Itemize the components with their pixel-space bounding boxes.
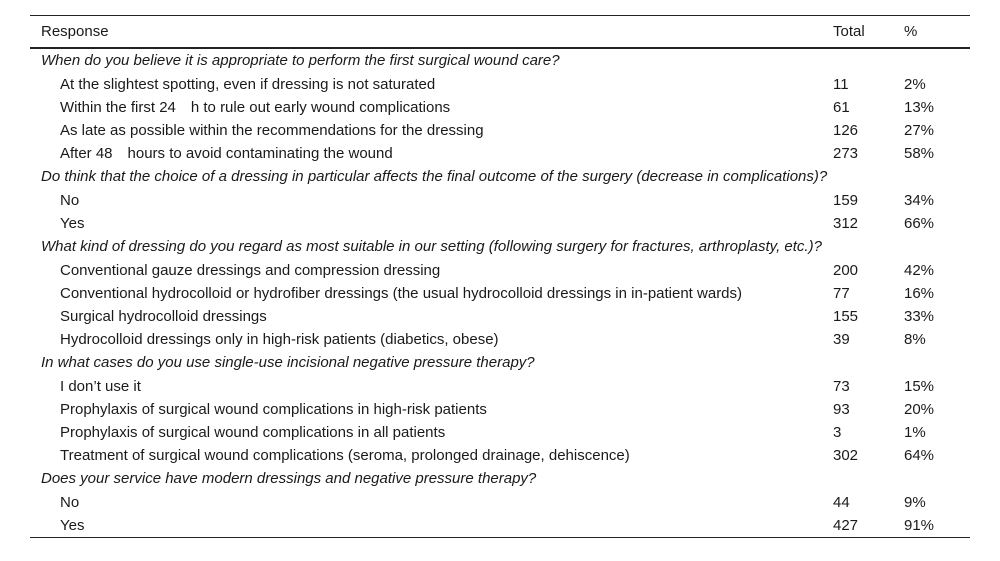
table-row [30,328,970,351]
answer-label: As late as possible within the recommendations for the dressing [60,122,484,139]
answer-total: 159 [833,192,859,209]
answer-total: 312 [833,215,859,232]
header-total: Total [833,23,865,40]
answer-label: Conventional hydrocolloid or hydrofiber dressings (the usual hydrocolloid dressings in in-patient wards) [60,285,743,302]
question-row [30,49,970,73]
answer-percent: 42% [904,262,935,279]
table-bottom-rule [30,537,970,538]
answer-percent: 8% [904,331,926,348]
table-row [30,142,970,165]
answer-label: Yes [60,517,85,534]
header-response: Response [41,23,109,40]
header-percent: % [904,23,918,40]
answer-total: 273 [833,145,859,162]
answer-total: 3 [833,424,842,441]
table-row [30,96,970,119]
answer-label: Conventional gauze dressings and compression dressing [60,262,441,279]
table-row [30,421,970,444]
answer-percent: 20% [904,401,935,418]
answer-label: I don’t use it [60,378,141,395]
answer-percent: 58% [904,145,935,162]
table-row [30,375,970,398]
question-text: When do you believe it is appropriate to perform the first surgical wound care? [41,52,560,69]
question-text: What kind of dressing do you regard as most suitable in our setting (following surgery for fractures, arthroplasty, etc.)? [41,238,822,255]
answer-total: 302 [833,447,859,464]
question-row [30,235,970,259]
table-row [30,73,970,96]
table-body [30,49,970,537]
answer-label: After 48 hours to avoid contaminating the wound [60,145,393,162]
answer-label: Treatment of surgical wound complications (seroma, prolonged drainage, dehiscence) [60,447,630,464]
answer-percent: 34% [904,192,935,209]
answer-label: Surgical hydrocolloid dressings [60,308,267,325]
answer-total: 200 [833,262,859,279]
answer-total: 44 [833,494,850,511]
table-row [30,189,970,212]
question-row [30,351,970,375]
table-row [30,212,970,235]
answer-total: 427 [833,517,859,534]
answer-total: 93 [833,401,850,418]
question-row [30,165,970,189]
answer-percent: 66% [904,215,935,232]
answer-percent: 33% [904,308,935,325]
question-row [30,467,970,491]
answer-percent: 15% [904,378,935,395]
answer-label: Prophylaxis of surgical wound complications in all patients [60,424,446,441]
table-row [30,398,970,421]
answer-label: Hydrocolloid dressings only in high-risk patients (diabetics, obese) [60,331,499,348]
table-row [30,514,970,537]
answer-percent: 9% [904,494,926,511]
answer-percent: 64% [904,447,935,464]
answer-percent: 16% [904,285,935,302]
answer-percent: 27% [904,122,935,139]
survey-table [30,15,970,538]
table-row [30,305,970,328]
answer-percent: 2% [904,76,926,93]
answer-percent: 91% [904,517,935,534]
answer-label: No [60,192,80,209]
table-header-row [30,16,970,47]
answer-label: No [60,494,80,511]
table-row [30,491,970,514]
answer-total: 11 [833,76,849,93]
answer-total: 73 [833,378,850,395]
answer-total: 39 [833,331,850,348]
answer-total: 61 [833,99,850,116]
answer-total: 126 [833,122,859,139]
table-row [30,119,970,142]
table-row [30,444,970,467]
answer-total: 155 [833,308,859,325]
answer-label: At the slightest spotting, even if dressing is not saturated [60,76,436,93]
question-text: Do think that the choice of a dressing in particular affects the final outcome of the surgery (decrease in complications)? [41,168,828,185]
answer-label: Within the first 24 h to rule out early wound complications [60,99,451,116]
table-row [30,259,970,282]
answer-percent: 1% [904,424,926,441]
table-row [30,282,970,305]
question-text: Does your service have modern dressings and negative pressure therapy? [41,470,537,487]
answer-label: Prophylaxis of surgical wound complications in high-risk patients [60,401,487,418]
answer-percent: 13% [904,99,935,116]
answer-label: Yes [60,215,85,232]
question-text: In what cases do you use single-use incisional negative pressure therapy? [41,354,535,371]
answer-total: 77 [833,285,850,302]
